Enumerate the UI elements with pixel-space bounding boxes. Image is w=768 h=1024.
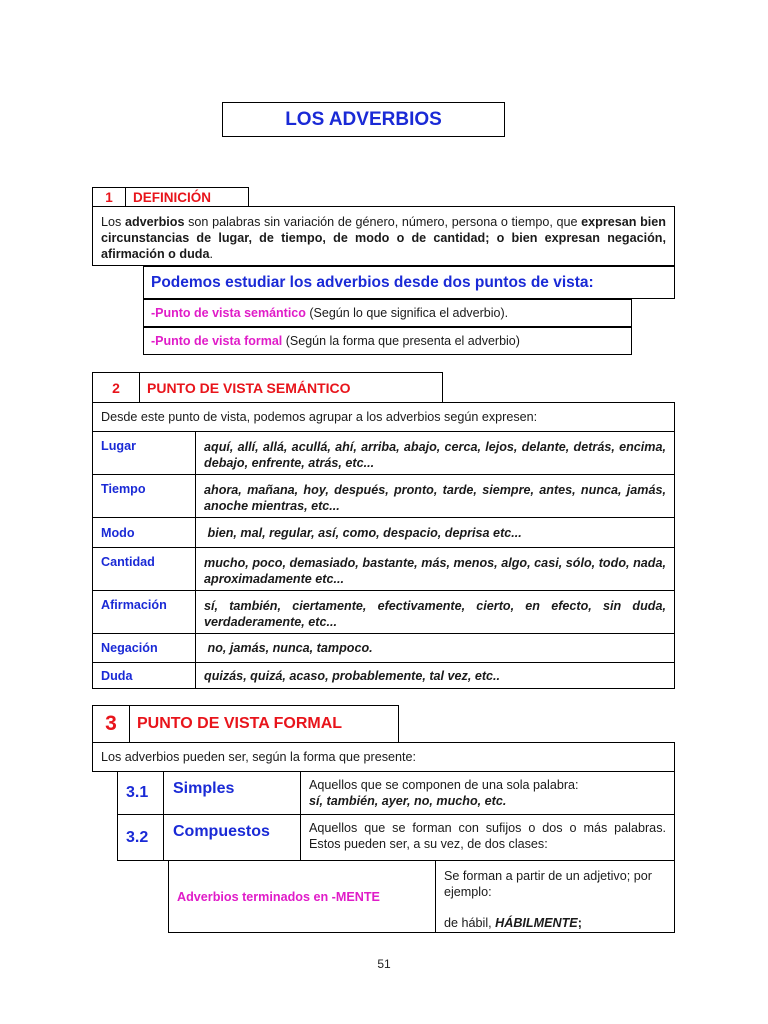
section-2-header bbox=[92, 372, 443, 403]
mente-label: Adverbios terminados en -MENTE bbox=[169, 861, 436, 932]
section-1-header bbox=[92, 187, 249, 207]
table-row bbox=[92, 590, 675, 634]
examples: no, jamás, nunca, tampoco. bbox=[204, 641, 373, 655]
definition-text: Los adverbios son palabras sin variación de género, número, persona o tiempo, que expresan bien circunstancias de lugar, de tiempo, de modo o de cantidad; o bien expresan negación, afirmación o duda. bbox=[92, 206, 675, 266]
category-label: Lugar bbox=[93, 432, 196, 474]
category-label: Duda bbox=[93, 663, 196, 688]
subsection-number: 3.2 bbox=[118, 815, 164, 860]
table-row bbox=[92, 662, 675, 689]
section-number: 3 bbox=[93, 706, 130, 742]
semantic-view-line: -Punto de vista semántico (Según lo que significa el adverbio). bbox=[143, 299, 632, 327]
section-title: PUNTO DE VISTA SEMÁNTICO bbox=[147, 379, 351, 396]
examples: sí, también, ciertamente, efectivamente, cierto, en efecto, sin duda, verdaderamente, etc... bbox=[204, 599, 666, 629]
section-title: DEFINICIÓN bbox=[133, 189, 212, 205]
table-row bbox=[92, 517, 675, 548]
mente-description: Se forman a partir de un adjetivo; por ejemplo: de hábil, HÁBILMENTE; bbox=[436, 861, 674, 932]
page-title: LOS ADVERBIOS bbox=[222, 102, 505, 137]
table-row bbox=[92, 431, 675, 475]
subsection-name: Simples bbox=[164, 772, 301, 814]
examples: ahora, mañana, hoy, después, pronto, tarde, siempre, antes, nunca, jamás, anoche mientras, etc... bbox=[204, 483, 666, 513]
examples: quizás, quizá, acaso, probablemente, tal vez, etc.. bbox=[204, 668, 501, 683]
examples: bien, mal, regular, así, como, despacio, deprisa etc... bbox=[204, 525, 522, 540]
examples: mucho, poco, demasiado, bastante, más, menos, algo, casi, sólo, todo, nada, aproximadamente etc... bbox=[204, 556, 666, 586]
category-label: Tiempo bbox=[93, 475, 196, 517]
page-number: 51 bbox=[377, 957, 391, 971]
table-row bbox=[117, 771, 675, 815]
formal-intro: Los adverbios pueden ser, según la forma que presente: bbox=[92, 742, 675, 772]
section-number: 1 bbox=[93, 188, 126, 206]
subsection-number: 3.1 bbox=[118, 772, 164, 814]
points-of-view-heading: Podemos estudiar los adverbios desde dos puntos de vista: bbox=[143, 266, 675, 299]
table-row bbox=[92, 633, 675, 663]
category-label: Cantidad bbox=[93, 548, 196, 590]
category-label: Modo bbox=[93, 518, 196, 547]
subsection-description: Aquellos que se forman con sufijos o dos o más palabras. Estos pueden ser, a su vez, de dos clases: bbox=[309, 821, 666, 851]
subsection-name: Compuestos bbox=[164, 815, 301, 860]
examples: aquí, allí, allá, acullá, ahí, arriba, abajo, cerca, lejos, delante, detrás, encima, debajo, enfrente, atrás, etc... bbox=[204, 440, 666, 470]
mente-example: de hábil, HÁBILMENTE; bbox=[444, 915, 582, 930]
table-row bbox=[92, 547, 675, 591]
section-title: PUNTO DE VISTA FORMAL bbox=[137, 715, 343, 732]
category-label: Negación bbox=[93, 634, 196, 662]
category-label: Afirmación bbox=[93, 591, 196, 633]
table-row bbox=[92, 474, 675, 518]
subsection-description: Aquellos que se componen de una sola palabra: sí, también, ayer, no, mucho, etc. bbox=[301, 772, 674, 814]
semantic-intro: Desde este punto de vista, podemos agrupar a los adverbios según expresen: bbox=[92, 402, 675, 432]
section-number: 2 bbox=[93, 373, 140, 402]
mente-adverbs-row bbox=[168, 860, 675, 933]
subsection-examples: sí, también, ayer, no, mucho, etc. bbox=[309, 793, 507, 808]
section-3-header bbox=[92, 705, 399, 743]
table-row bbox=[117, 814, 675, 861]
formal-view-line: -Punto de vista formal (Según la forma que presenta el adverbio) bbox=[143, 327, 632, 355]
